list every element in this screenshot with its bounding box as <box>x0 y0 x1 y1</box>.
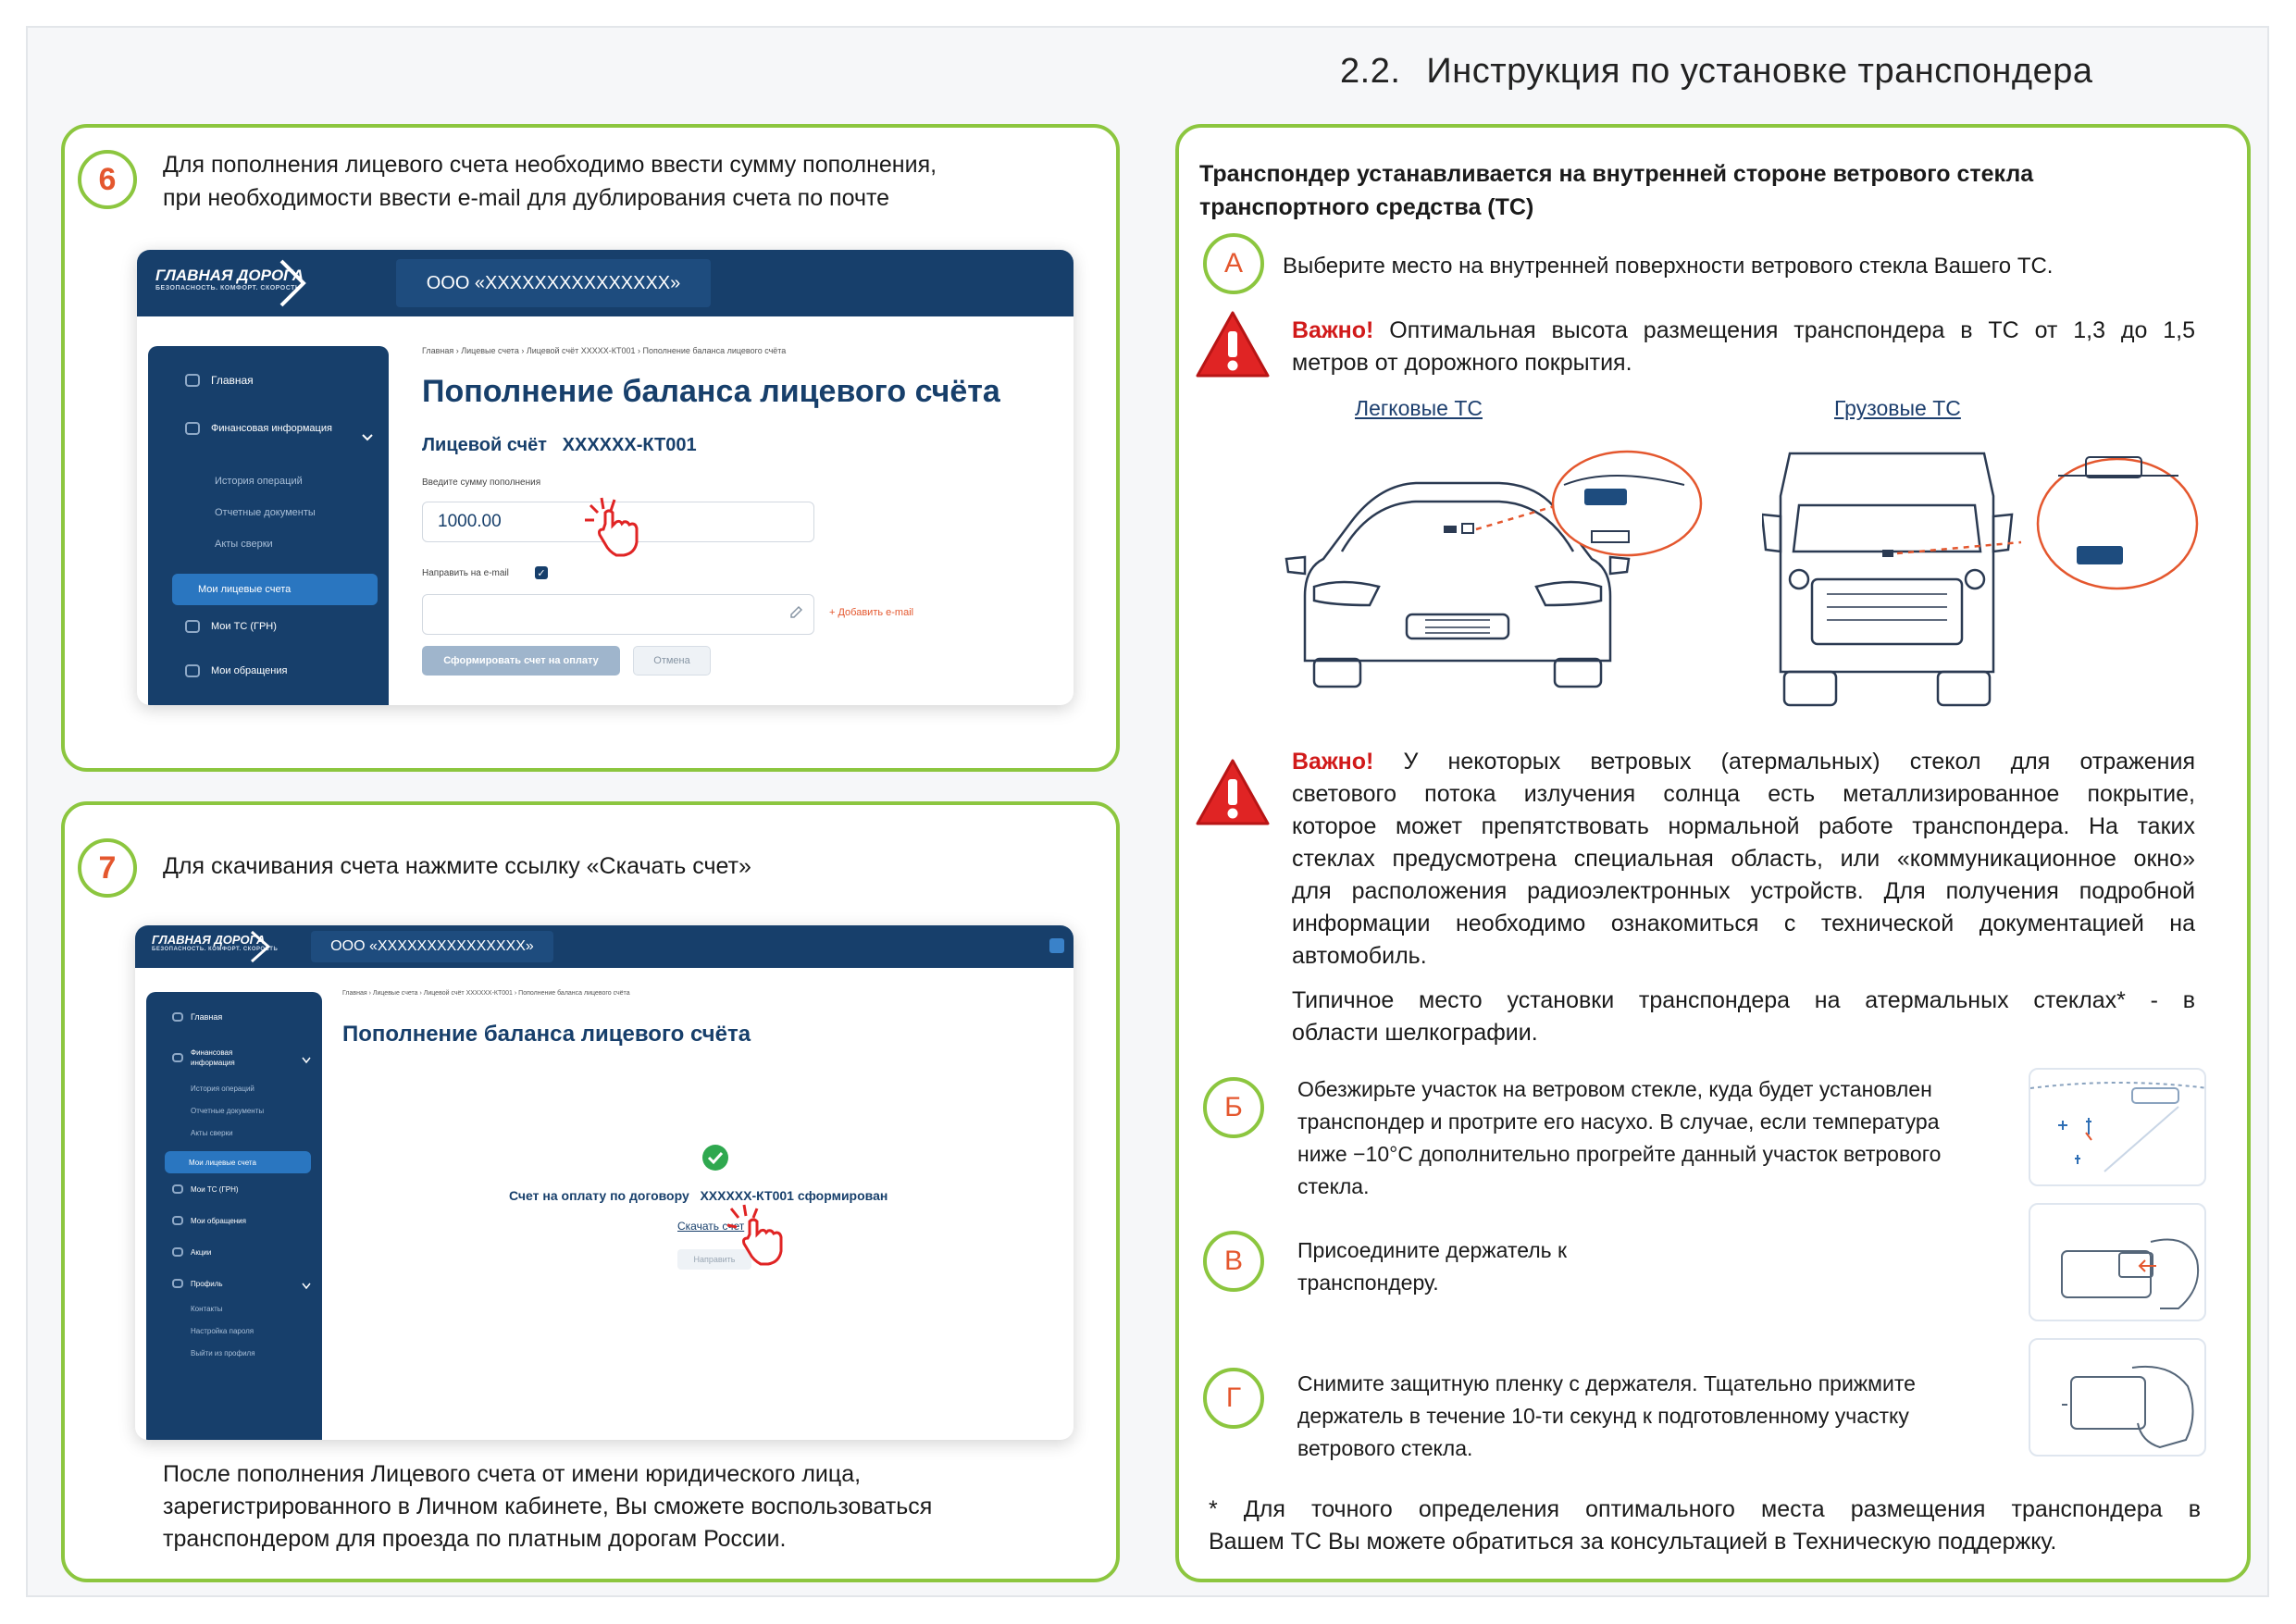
email-checkbox[interactable]: ✓ <box>535 566 548 579</box>
step-g-image <box>2029 1338 2206 1457</box>
sidebar-item-password[interactable]: Настройка пароля <box>191 1327 254 1335</box>
warning-2-line6: информации необходимо ознакомиться с технической документацией на <box>1292 911 2195 936</box>
important-label: Важно! <box>1292 749 1374 775</box>
chart-icon <box>172 1053 183 1062</box>
sidebar-item-history[interactable]: История операций <box>215 476 303 487</box>
account-number: XXXXXX-КТ001 <box>562 435 697 455</box>
send-button[interactable]: Направить <box>677 1249 751 1270</box>
account-label-text: Лицевой счёт <box>422 435 547 455</box>
success-message-number: XXXXXX-КТ001 сформирован <box>700 1188 888 1203</box>
step-v-line1: Присоедините держатель к <box>1297 1238 1568 1262</box>
warning-2-line2: светового потока излучения солнца есть металлизированное покрытие, <box>1292 781 2195 807</box>
after-topup-line3: транспондером для проезда по платным дорогам России. <box>163 1526 787 1552</box>
sidebar-item-requests[interactable] <box>185 664 287 677</box>
step-6-number: 6 <box>78 150 137 209</box>
app-sidebar <box>146 992 322 1440</box>
section-title-text: Инструкция по установке транспондера <box>1426 52 2093 91</box>
breadcrumb[interactable]: Главная › Лицевые счета › Лицевой счёт XXXXXX-КТ001 › Пополнение баланса лицевого счёта <box>342 990 630 997</box>
warning-1-line1 <box>1292 315 2195 347</box>
chat-icon <box>185 664 200 677</box>
sidebar-item-acts[interactable]: Акты сверки <box>215 539 273 550</box>
sidebar-item-vehicles[interactable] <box>185 620 277 633</box>
app-header <box>135 925 1074 968</box>
step-7-text: Для скачивания счета нажмите ссылку «Скачать счет» <box>163 853 751 879</box>
important-label: Важно! <box>1292 317 1374 343</box>
step-g-line3: ветрового стекла. <box>1297 1436 1473 1460</box>
step-6-text-line1: Для пополнения лицевого счета необходимо ввести сумму пополнения, <box>163 152 937 178</box>
app-header <box>137 250 1074 316</box>
step-g-text <box>1297 1368 1916 1465</box>
document-icon <box>185 583 198 596</box>
sidebar-item-profile[interactable] <box>172 1279 223 1288</box>
step-g-line1: Снимите защитную пленку с держателя. Тщательно прижмите <box>1297 1371 1916 1395</box>
sidebar-label: Финансовая информация <box>211 423 332 434</box>
chart-icon <box>185 422 200 435</box>
sidebar-item-logout[interactable]: Выйти из профиля <box>191 1349 255 1357</box>
sidebar-label: Мои обращения <box>191 1216 246 1225</box>
sidebar-label: Мои лицевые счета <box>198 584 292 595</box>
warning-1-line1-text: Оптимальная высота размещения транспондера в ТС от 1,3 до 1,5 <box>1373 317 2195 343</box>
step-b-line1: Обезжирьте участок на ветровом стекле, куда будет установлен <box>1297 1077 1932 1101</box>
account-label <box>422 435 697 456</box>
page-title: Пополнение баланса лицевого счёта <box>342 1022 751 1047</box>
chat-icon <box>172 1216 183 1225</box>
typical-place-line2: области шелкографии. <box>1292 1020 1538 1046</box>
step-7-number: 7 <box>78 838 137 898</box>
breadcrumb[interactable]: Главная › Лицевые счета › Лицевой счёт XXXXX-КТ001 › Пополнение баланса лицевого счёта <box>422 346 787 355</box>
org-name[interactable]: ООО «XXXXXXXXXXXXXXX» <box>396 259 711 307</box>
warning-2-line3: которое может препятствовать нормальной работе транспондера. На таких <box>1292 813 2195 839</box>
install-intro-line1: Транспондер устанавливается на внутренней стороне ветрового стекла <box>1199 161 2034 187</box>
sidebar-item-home[interactable] <box>172 1012 222 1022</box>
warning-2-line7: автомобиль. <box>1292 943 1427 969</box>
step-b-marker: Б <box>1203 1077 1264 1138</box>
percent-icon <box>172 1247 183 1257</box>
success-check-icon <box>701 1144 729 1172</box>
logo-arrow-icon <box>248 929 274 964</box>
hand-cursor-icon <box>581 496 655 561</box>
sidebar-item-finance[interactable] <box>172 1048 274 1068</box>
pencil-icon[interactable] <box>788 605 803 620</box>
holder-press-icon <box>2030 1340 2206 1457</box>
step-g-line2: держатель в течение 10-ти секунд к подготовленному участку <box>1297 1404 1909 1428</box>
typical-place-line1: Типичное место установки транспондера на атермальных стеклах* - в <box>1292 987 2195 1013</box>
sidebar-label: Акции <box>191 1247 212 1257</box>
warning-2-line4: стеклах предусмотрена специальная область, или «коммуникационное окно» <box>1292 846 2195 872</box>
step-a-text: Выберите место на внутренней поверхности ветрового стекла Вашего ТС. <box>1283 254 2054 279</box>
after-topup-text <box>163 1458 1079 1556</box>
truck-illustration <box>1762 440 2206 711</box>
page-title: Пополнение баланса лицевого счёта <box>422 374 1000 409</box>
warning-1-text <box>1292 315 2195 379</box>
step-b-text <box>1297 1073 1941 1203</box>
profile-icon[interactable] <box>1049 938 1064 953</box>
org-name[interactable]: ООО «XXXXXXXXXXXXXXX» <box>311 931 553 962</box>
sidebar-item-contacts[interactable]: Контакты <box>191 1305 223 1313</box>
footnote <box>1209 1494 2201 1558</box>
sidebar-label: Мои ТС (ГРН) <box>211 621 277 632</box>
sidebar-label: Мои лицевые счета <box>189 1158 256 1167</box>
sidebar-label: Главная <box>191 1012 223 1022</box>
step-b-line2: транспондер и протрите его насухо. В случае, если температура <box>1297 1110 1940 1134</box>
user-icon <box>172 1279 183 1288</box>
typical-place-text <box>1292 985 2195 1049</box>
after-topup-line2: зарегистрированного в Личном кабинете, Вы сможете воспользоваться <box>163 1494 933 1519</box>
sidebar-item-requests[interactable] <box>172 1216 246 1225</box>
step-6-app-screenshot <box>137 250 1074 705</box>
warning-icon <box>1194 757 1272 827</box>
section-number: 2.2. <box>1340 52 1401 91</box>
amount-label: Введите сумму пополнения <box>422 477 541 488</box>
holder-attach-icon <box>2030 1205 2206 1321</box>
success-message-text: Счет на оплату по договору <box>509 1188 689 1203</box>
car-label[interactable]: Легковые ТС <box>1355 396 1483 420</box>
warning-2-line5: для расположения радиоэлектронных устройств. Для получения подробной <box>1292 878 2195 904</box>
app-logo-subtitle: БЕЗОПАСНОСТЬ. КОМФОРТ. СКОРОСТЬ <box>155 285 301 291</box>
chevron-down-icon[interactable] <box>302 1057 311 1064</box>
add-email-link[interactable]: + Добавить e-mail <box>829 607 914 618</box>
footnote-line2: Вашем ТС Вы можете обратиться за консультацией в Техническую поддержку. <box>1209 1529 2057 1555</box>
logo-arrow-icon <box>276 257 313 309</box>
sidebar-item-reports[interactable]: Отчетные документы <box>191 1107 265 1115</box>
sidebar-label: Финансовая информация <box>191 1048 235 1067</box>
step-v-line2: транспондеру. <box>1297 1271 1439 1295</box>
car-icon <box>185 374 200 387</box>
step-a-marker: А <box>1203 233 1264 294</box>
app-logo-subtitle: БЕЗОПАСНОСТЬ. КОМФОРТ. СКОРОСТЬ <box>152 947 279 952</box>
step-b-image <box>2029 1068 2206 1186</box>
sidebar-item-accounts[interactable] <box>172 574 378 605</box>
submit-invoice-button[interactable]: Сформировать счет на оплату <box>422 646 620 676</box>
windshield-clean-icon <box>2030 1070 2206 1186</box>
warning-2-line1 <box>1292 746 2195 778</box>
step-b-line3: ниже −10°С дополнительно прогрейте данный участок ветрового <box>1297 1142 1942 1166</box>
sidebar-item-reports[interactable]: Отчетные документы <box>215 507 316 518</box>
step-v-image <box>2029 1203 2206 1321</box>
car-icon <box>185 620 200 633</box>
warning-icon <box>1194 309 1272 379</box>
step-6-text <box>163 148 937 215</box>
sidebar-item-vehicles[interactable] <box>172 1184 239 1194</box>
app-logo-text: ГЛАВНАЯ ДОРОГА <box>155 267 304 284</box>
sidebar-item-finance[interactable] <box>185 422 333 435</box>
document-icon <box>172 1158 181 1167</box>
email-label: Направить на e-mail <box>422 568 509 578</box>
sidebar-item-history[interactable]: История операций <box>191 1085 254 1093</box>
chevron-down-icon[interactable] <box>302 1283 311 1290</box>
warning-2-line1-text: У некоторых ветровых (атермальных) стекол для отражения <box>1373 749 2195 775</box>
sidebar-label: Профиль <box>191 1279 223 1288</box>
step-v-text <box>1297 1234 1567 1299</box>
sidebar-label: Мои обращения <box>211 665 288 676</box>
sidebar-label: Мои ТС (ГРН) <box>191 1184 239 1194</box>
sidebar-item-acts[interactable]: Акты сверки <box>191 1129 233 1137</box>
warning-2-text <box>1292 746 2195 973</box>
email-input[interactable] <box>422 594 814 635</box>
download-invoice-link[interactable]: Скачать счет <box>677 1220 745 1233</box>
car-illustration <box>1277 448 1703 707</box>
step-g-marker: Г <box>1203 1368 1264 1429</box>
step-7-app-screenshot <box>135 925 1074 1440</box>
step-b-line4: стекла. <box>1297 1174 1370 1198</box>
sidebar-item-accounts[interactable] <box>165 1151 311 1173</box>
sidebar-item-home[interactable] <box>185 374 254 387</box>
step-6-text-line2: при необходимости ввести e-mail для дублирования счета по почте <box>163 185 890 211</box>
section-title <box>1340 52 2092 92</box>
amount-input[interactable]: 1000.00 <box>422 502 814 542</box>
hand-cursor-icon <box>727 1203 801 1277</box>
install-intro <box>1199 157 2206 224</box>
cancel-button[interactable]: Отмена <box>633 646 711 676</box>
after-topup-line1: После пополнения Лицевого счета от имени юридического лица, <box>163 1461 862 1487</box>
sidebar-item-promo[interactable] <box>172 1247 211 1257</box>
step-v-marker: В <box>1203 1231 1264 1292</box>
app-logo-text: ГЛАВНАЯ ДОРОГА <box>152 933 266 947</box>
sidebar-label: Главная <box>211 374 254 387</box>
truck-label[interactable]: Грузовые ТС <box>1834 396 1961 420</box>
success-message <box>509 1188 887 1203</box>
chevron-down-icon[interactable] <box>361 433 374 442</box>
car-icon <box>172 1012 183 1022</box>
install-intro-line2: транспортного средства (ТС) <box>1199 194 1534 220</box>
warning-1-line2: метров от дорожного покрытия. <box>1292 350 1632 376</box>
footnote-line1: * Для точного определения оптимального места размещения транспондера в <box>1209 1496 2201 1522</box>
app-sidebar <box>148 346 389 705</box>
car-icon <box>172 1184 183 1194</box>
